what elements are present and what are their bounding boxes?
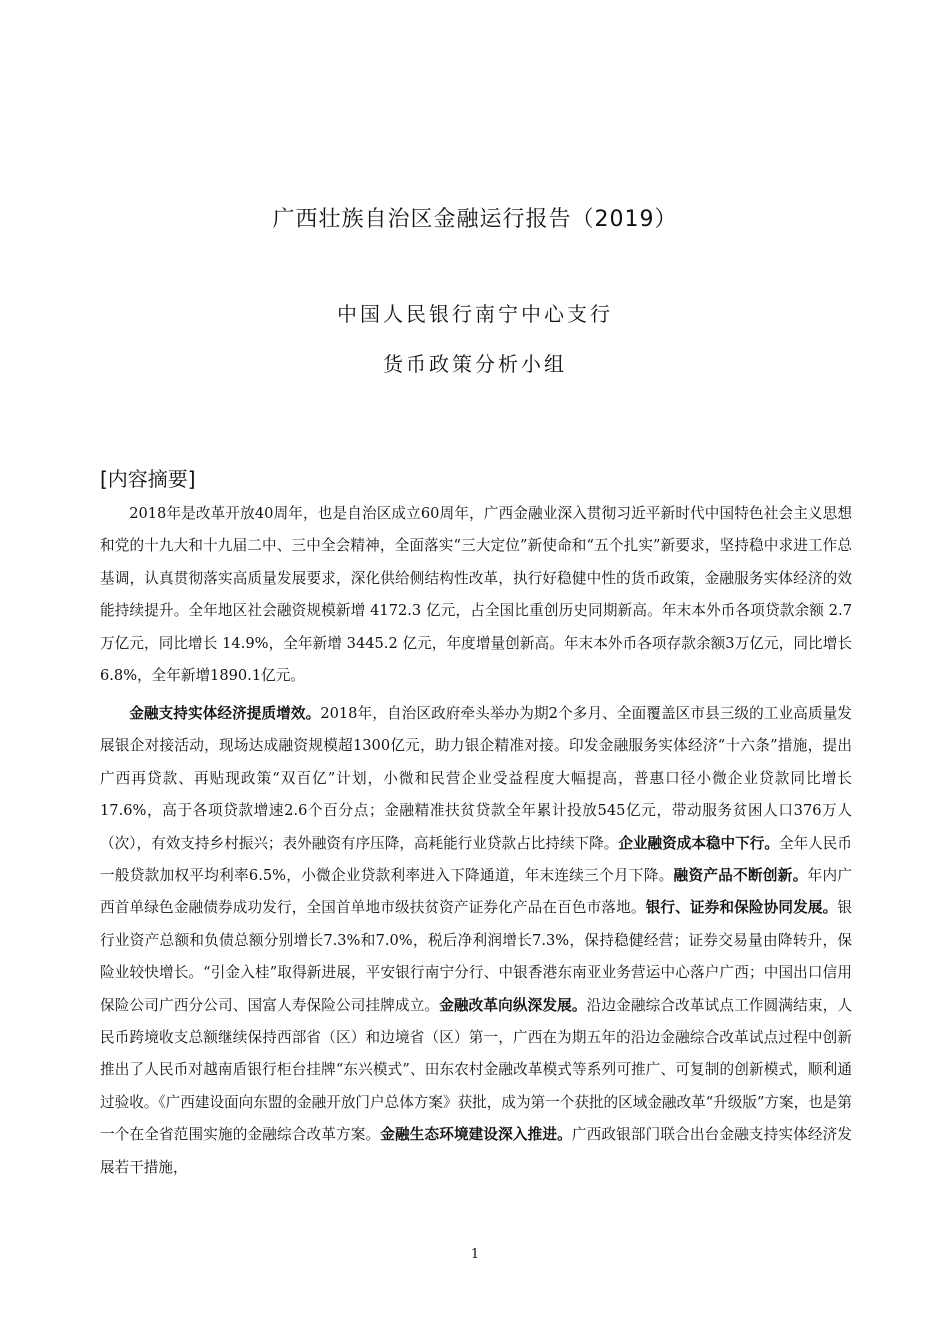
paragraph-2-text-run: 沿边金融综合改革试点工作圆满结束，人民币跨境收支总额继续保持西部省（区）和边境省（区）第一，广西在为期五年的沿边金融综合改革试点过程中创新推出了人民币对越南盾银行柜台挂牌“东兴模式”、田东农村金融改革模式等系列可推广、可复制的创新模式，顺利通过验收。《广西建设面向东盟的金融开放门户总体方案》获批，成为第一个获批的区域金融改革“升级版”方案，也是第一个在全省范围实施的金融综合改革方案。 xyxy=(100,996,852,1144)
paragraph-2-bold-phrase: 企业融资成本稳中下行。 xyxy=(618,834,779,852)
paragraph-2-text-run: 银行业资产总额和负债总额分别增长7.3%和7.0%，税后净利润增长7.3%，保持稳健经营；证券交易量由降转升，保险业较快增长。“引金入桂”取得新进展，平安银行南宁分行、中银香港东南亚业务营运中心落户广西；中国出口信用保险公司广西分公司、国富人寿保险公司挂牌成立。 xyxy=(100,899,852,1014)
paragraph-2-bold-phrase: 金融改革向纵深发展。 xyxy=(439,996,587,1014)
abstract-paragraph-2 xyxy=(100,698,852,1184)
paragraph-2-text-run: 年内广西首单绿色金融债券成功发行，全国首单地市级扶贫资产证券化产品在百色市落地。 xyxy=(100,867,852,917)
paragraph-2-bold-phrase: 金融支持实体经济提质增效。 xyxy=(129,705,321,722)
abstract-heading: [内容摘要] xyxy=(100,467,196,491)
paragraph-2-text-run: 2018年，自治区政府牵头举办为期2个多月、全面覆盖区市县三级的工业高质量发展银企对接活动，现场达成融资规模超1300亿元，助力银企精准对接。印发金融服务实体经济“十六条”措施，提出广西再贷款、再贴现政策“双百亿”计划，小微和民营企业受益程度大幅提高，普惠口径小微企业贷款同比增长17.6%，高于各项贷款增速2.6个百分点；金融精准扶贫贷款全年累计投放545亿元，带动服务贫困人口376万人（次），有效支持乡村振兴；表外融资有序压降，高耗能行业贷款占比持续下降。 xyxy=(100,705,852,852)
organization-name: 中国人民银行南宁中心支行 xyxy=(337,302,613,326)
document-title: 广西壮族自治区金融运行报告（2019） xyxy=(272,207,678,232)
group-name: 货币政策分析小组 xyxy=(383,352,567,376)
paragraph-2-bold-phrase: 金融生态环境建设深入推进。 xyxy=(380,1126,572,1144)
abstract-paragraph-1: 2018年是改革开放40周年，也是自治区成立60周年，广西金融业深入贯彻习近平新时代中国特色社会主义思想和党的十九大和十九届二中、三中全会精神，全面落实“三大定位”新使命和“五个扎实”新要求，坚持稳中求进工作总基调，认真贯彻落实高质量发展要求，深化供给侧结构性改革，执行好稳健中性的货币政策，金融服务实体经济的效能持续提升。全年地区社会融资规模新增 4172.3 亿元，占全国比重创历史同期新高。年末本外币各项贷款余额 2.7 万亿元，同比增长 14.9%，全年新增 3445.2 亿元，年度增量创新高。年末本外币各项存款余额3万亿元，同比增长6.8%，全年新增1890.1亿元。 xyxy=(100,505,852,685)
page-number: 1 xyxy=(470,1247,480,1262)
paragraph-2-bold-phrase: 银行、证券和保险协同发展。 xyxy=(645,899,838,917)
paragraph-2-bold-phrase: 融资产品不断创新。 xyxy=(673,867,808,885)
paragraph-2-text-run: 全年人民币一般贷款加权平均利率6.5%，小微企业贷款利率进入下降通道，年末连续三个月下降。 xyxy=(100,834,852,885)
paragraph-2-text-run: 广西政银部门联合出台金融支持实体经济发展若干措施， xyxy=(100,1126,852,1176)
